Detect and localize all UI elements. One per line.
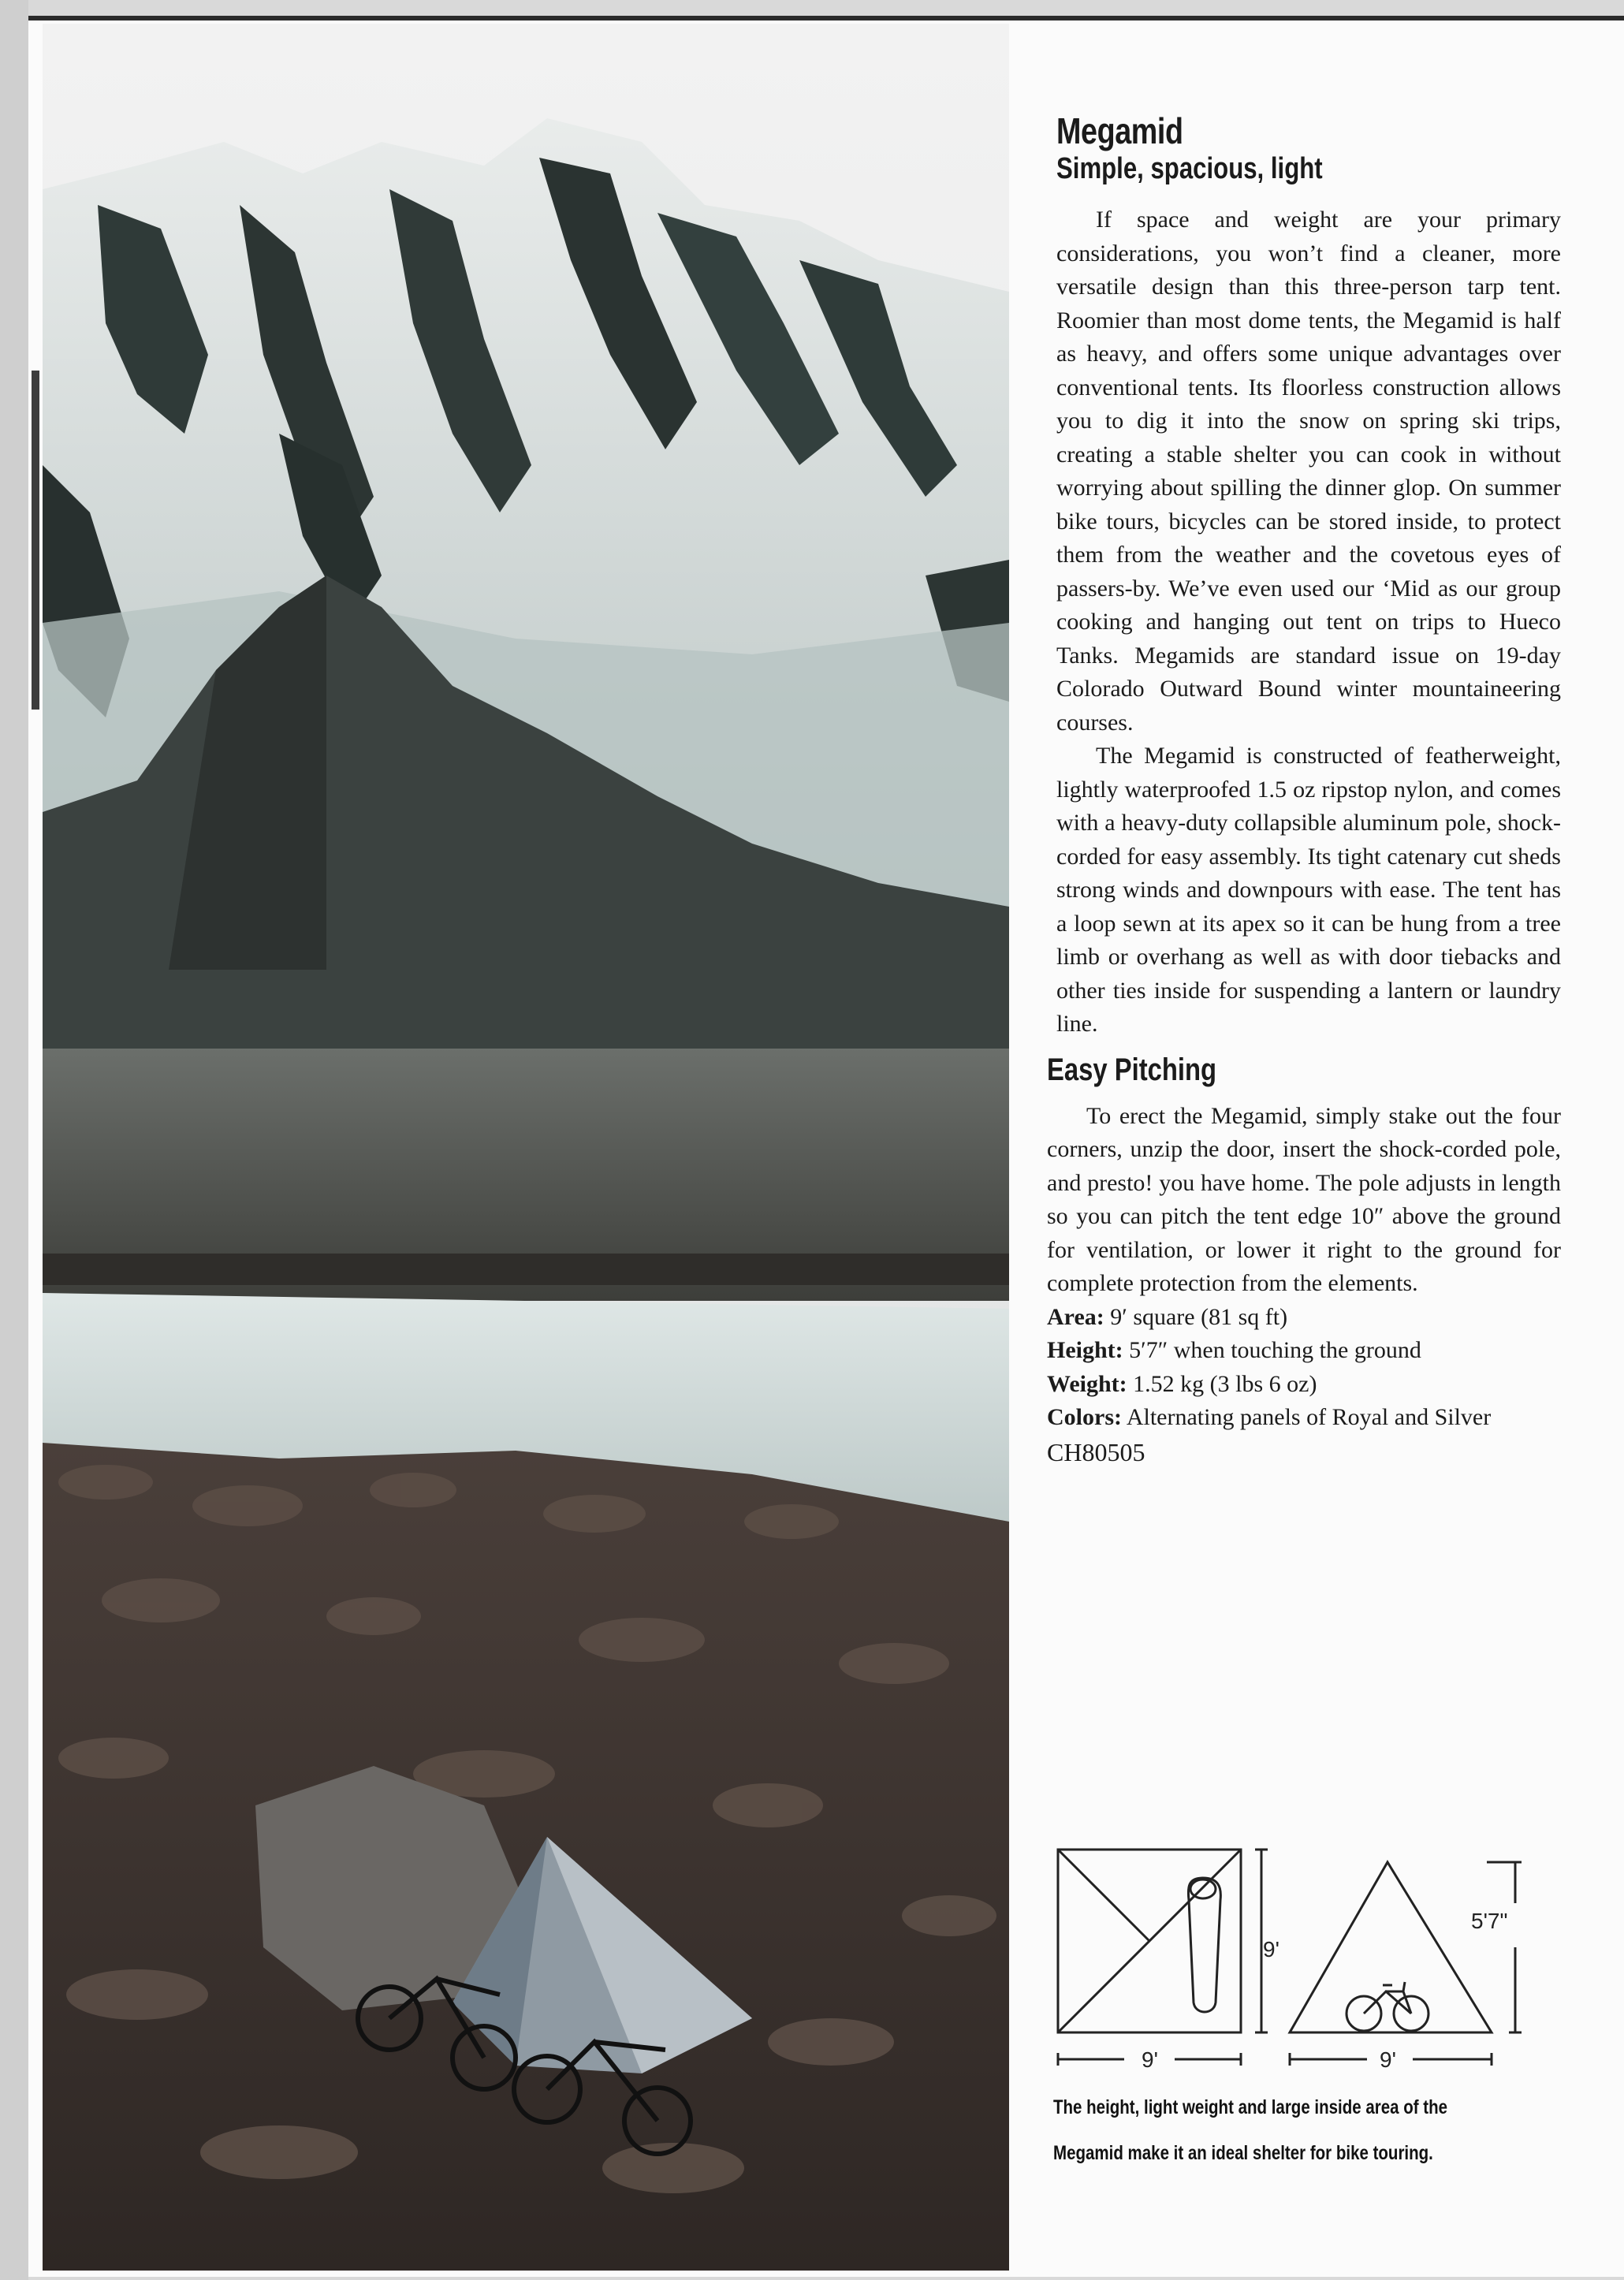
spec-label: Colors: [1047,1404,1122,1430]
article-column [1047,110,1561,1470]
tent-dimension-diagram [1049,1837,1569,2073]
body-paragraph-1: If space and weight are your primary considerations, you won’t find a cleaner, more versatile design than this three-person tarp tent. Roomier than most dome tents, the Megamid is half as heavy, and offers some unique advantages over conventional tents. Its floorless construction allows you to dig it into the snow on spring ski trips, creating a stable shelter you can cook in without worrying about spilling the dinner glop. On summer bike tours, bicycles can be stored inside, to protect them from the weather and the covetous eyes of passers-by. We’ve even used our ‘Mid as our group cooking and hanging out tent on trips to Hueco Tanks. Megamids are standard issue on 19-day Colorado Outward Bound winter mountaineering courses. [1056,207,1561,736]
depth-label: 9' [1263,1937,1279,1961]
product-code: CH80505 [1047,1437,1145,1466]
spec-colors [1047,1401,1561,1435]
body-paragraph-2: The Megamid is constructed of featherweight, lightly waterproofed 1.5 oz ripstop nylon, and comes with a heavy-duty collapsible aluminum pole, shock-corded for easy assembly. Its tight catenary cut sheds strong winds and downpours with ease. The tent has a loop sewn at its apex so it can be hung from a tree limb or overhang as well as with door tiebacks and other ties inside for suspending a lantern or laundry line. [1056,743,1561,1037]
binding-mark [32,371,39,710]
spec-area [1047,1301,1561,1335]
caption-line: The height, light weight and large inside area of the [1053,2096,1448,2118]
diagram-caption [1053,2084,1493,2176]
caption-line: Megamid make it an ideal shelter for bike touring. [1053,2142,1433,2164]
spec-label: Height: [1047,1337,1123,1363]
width-label: 9' [1142,2047,1158,2072]
spec-height [1047,1334,1561,1368]
spec-label: Area: [1047,1303,1104,1330]
side-width-label: 9' [1380,2047,1396,2072]
spec-value: 5′7″ when touching the ground [1129,1337,1421,1363]
spec-value: 9′ square (81 sq ft) [1110,1303,1288,1330]
article-title: Megamid [1056,110,1183,151]
section-heading: Easy Pitching [1047,1052,1217,1087]
height-label: 5'7" [1471,1909,1508,1933]
spec-weight [1047,1368,1561,1402]
article-subtitle: Simple, spacious, light [1056,152,1323,185]
section-paragraph: To erect the Megamid, simply stake out the four corners, unzip the door, insert the shock-corded pole, and presto! you have home. The pole adjusts in length so you can pitch the tent edge 10″ above the ground for ventilation, or lower it right to the ground for complete protection from the elements. [1047,1102,1561,1296]
mountain-camp-photo [43,24,1009,2271]
spec-label: Weight: [1047,1370,1127,1397]
page-binding [0,0,28,2280]
spec-value: Alternating panels of Royal and Silver [1126,1404,1492,1430]
spec-value: 1.52 kg (3 lbs 6 oz) [1133,1370,1317,1397]
